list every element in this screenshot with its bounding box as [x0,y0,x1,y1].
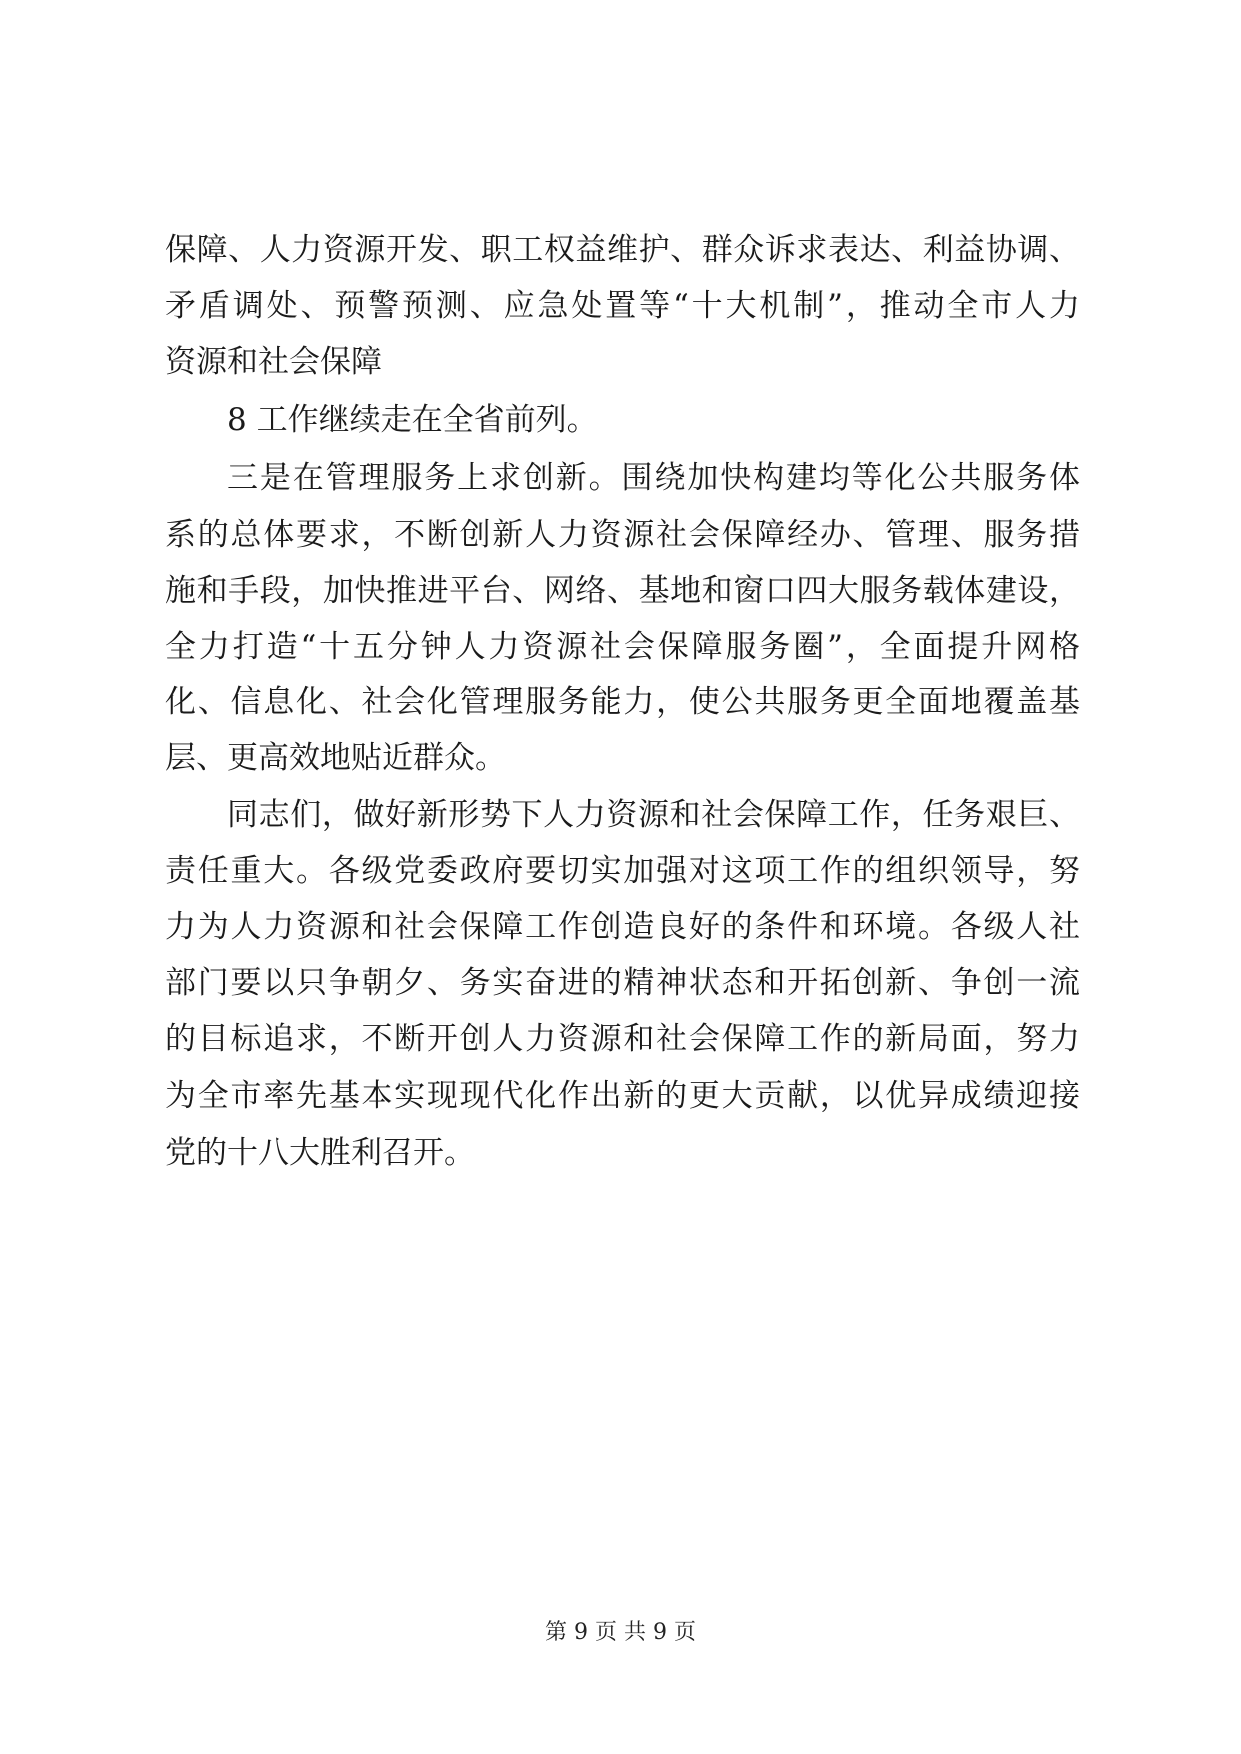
text-line: 同志们，做好新形势下人力资源和社会保障工作，任务艰巨、 [227,797,1080,833]
text-line: 施和手段，加快推进平台、网络、基地和窗口四大服务载体建设， [165,573,1080,609]
text-line: 责任重大。各级党委政府要切实加强对这项工作的组织领导，努 [165,853,1080,889]
text-line: 系的总体要求，不断创新人力资源社会保障经办、管理、服务措 [165,517,1080,553]
text-line: 保障、人力资源开发、职工权益维护、群众诉求表达、利益协调、 [165,232,1080,268]
text-line: 的目标追求，不断开创人力资源和社会保障工作的新局面，努力 [165,1021,1080,1057]
text-line: 资源和社会保障 [165,344,382,380]
text-line: 8 工作继续走在全省前列。 [227,402,598,438]
page-number-footer: 第 9 页 共 9 页 [545,1620,696,1645]
text-line: 党的十八大胜利召开。 [165,1135,475,1171]
text-line: 层、更高效地贴近群众。 [165,740,506,776]
text-line: 为全市率先基本实现现代化作出新的更大贡献，以优异成绩迎接 [165,1078,1080,1114]
text-line: 全力打造“十五分钟人力资源社会保障服务圈”，全面提升网格 [165,629,1080,665]
text-line: 化、信息化、社会化管理服务能力，使公共服务更全面地覆盖基 [165,684,1080,720]
text-line: 力为人力资源和社会保障工作创造良好的条件和环境。各级人社 [165,909,1080,945]
text-line: 三是在管理服务上求创新。围绕加快构建均等化公共服务体 [227,460,1080,496]
text-line: 矛盾调处、预警预测、应急处置等“十大机制”，推动全市人力 [165,288,1080,324]
text-line: 部门要以只争朝夕、务实奋进的精神状态和开拓创新、争创一流 [165,965,1080,1001]
